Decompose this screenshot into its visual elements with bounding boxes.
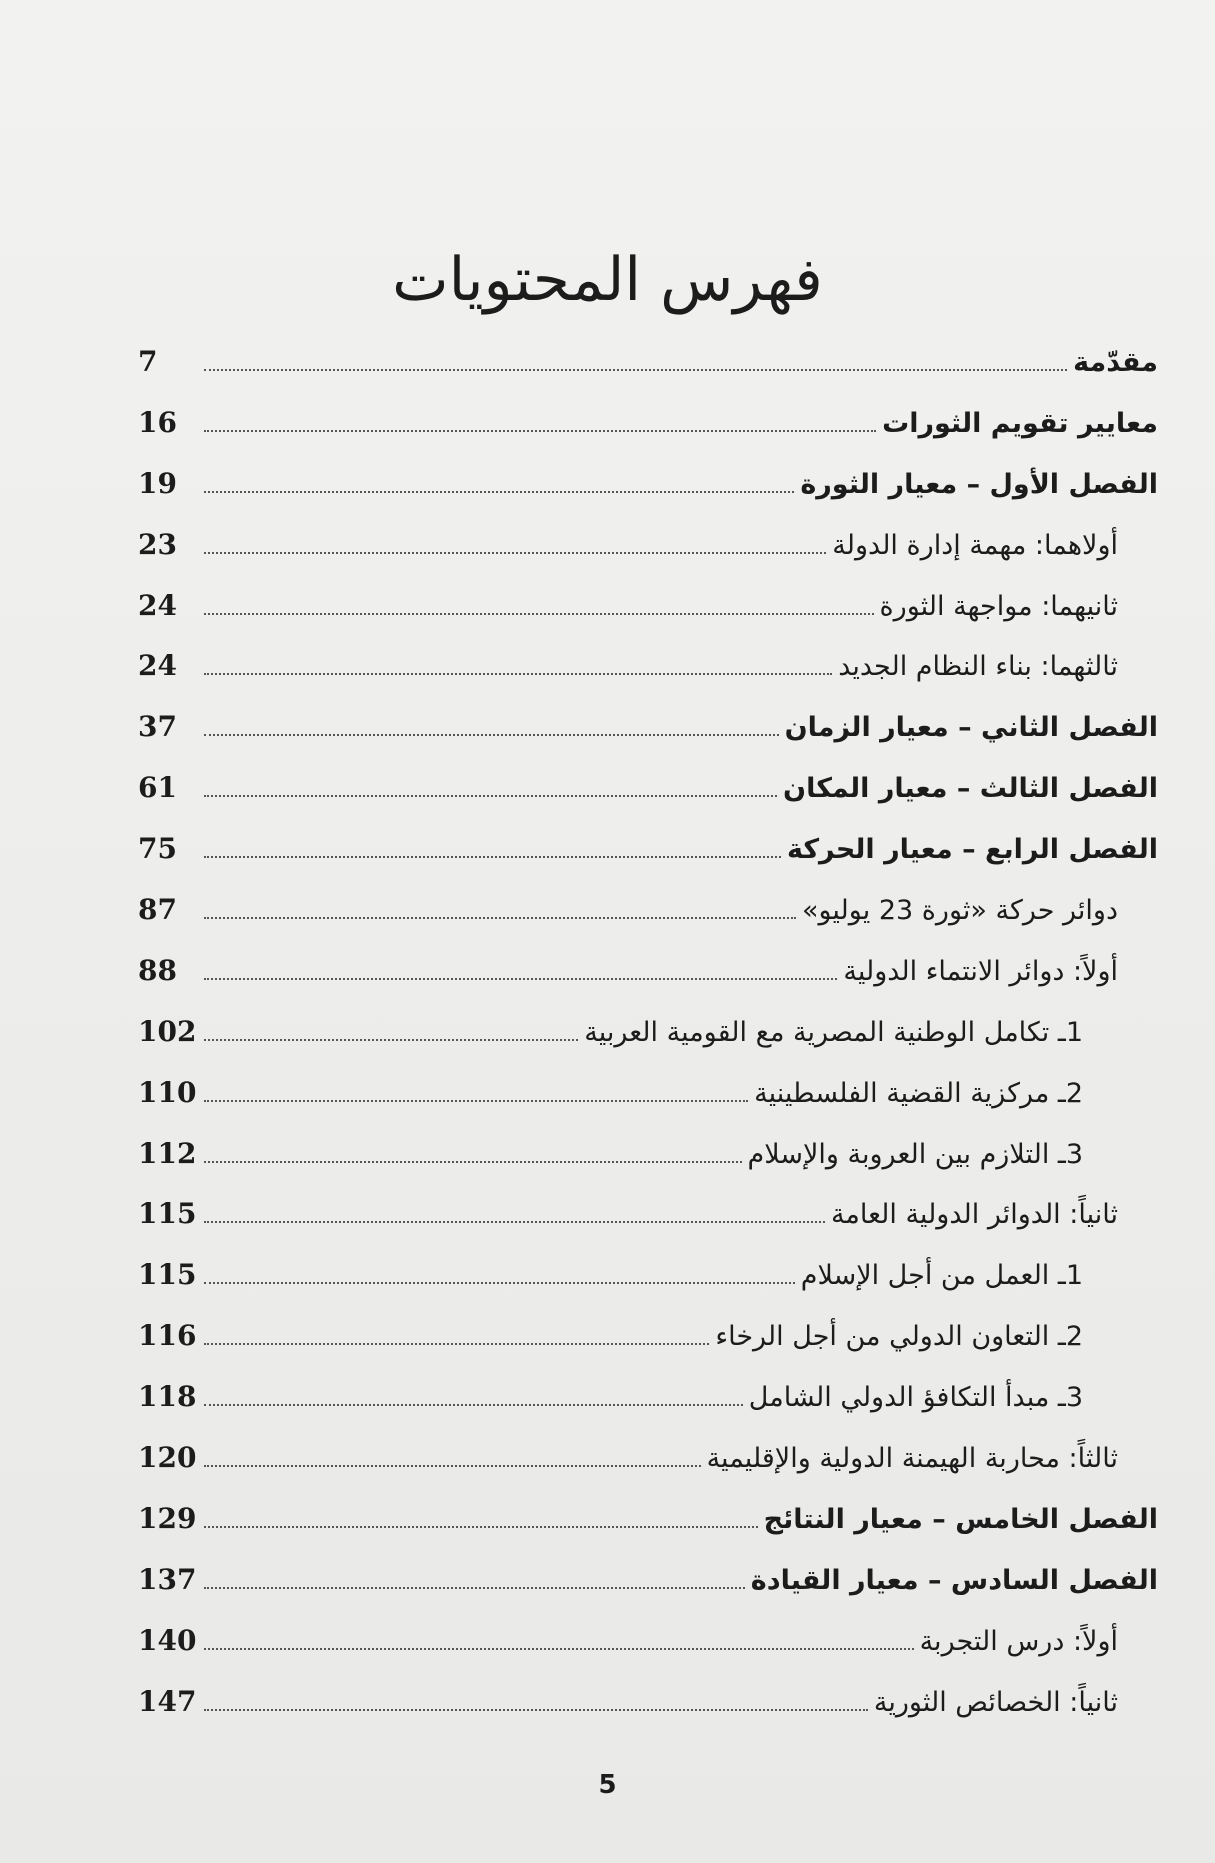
table-of-contents xyxy=(138,345,1158,1745)
toc-entry-title: الفصل الرابع – معيار الحركة xyxy=(786,834,1158,866)
toc-entry xyxy=(138,1441,1158,1502)
toc-entry-title: ثانيهما: مواجهة الثورة xyxy=(879,590,1118,622)
toc-entry-title: 1ـ تكامل الوطنية المصرية مع القومية العربية xyxy=(584,1016,1083,1048)
toc-entry-title: 1ـ العمل من أجل الإسلام xyxy=(800,1260,1083,1292)
toc-entry-page: 118 xyxy=(138,1380,197,1414)
toc-entry-page: 129 xyxy=(138,1501,197,1535)
dot-leader xyxy=(204,795,777,797)
toc-entry-title: ثانياً: الخصائص الثورية xyxy=(873,1686,1118,1718)
dot-leader xyxy=(204,1282,795,1284)
toc-entry xyxy=(138,710,1158,771)
toc-entry-title: ثانياً: الدوائر الدولية العامة xyxy=(830,1199,1118,1231)
toc-entry-title: الفصل الثاني – معيار الزمان xyxy=(784,712,1158,744)
toc-entry-page: 102 xyxy=(138,1014,197,1048)
toc-entry xyxy=(138,1380,1158,1441)
dot-leader xyxy=(204,978,837,980)
toc-entry-page: 24 xyxy=(138,588,177,622)
dot-leader xyxy=(204,369,1067,371)
toc-entry xyxy=(138,1076,1158,1137)
dot-leader xyxy=(204,917,796,919)
toc-entry-title: الفصل الثالث – معيار المكان xyxy=(783,773,1158,805)
dot-leader xyxy=(204,673,832,675)
dot-leader xyxy=(204,1648,914,1650)
toc-entry-page: 24 xyxy=(138,649,177,683)
toc-entry xyxy=(138,1502,1158,1563)
toc-entry-page: 19 xyxy=(138,466,177,500)
toc-entry-title: ثالثاً: محاربة الهيمنة الدولية والإقليمية xyxy=(706,1443,1118,1475)
dot-leader xyxy=(204,1465,701,1467)
toc-entry-page: 120 xyxy=(138,1441,197,1475)
toc-entry-title: أولاً: دوائر الانتماء الدولية xyxy=(843,955,1118,987)
toc-entry xyxy=(138,528,1158,589)
toc-entry xyxy=(138,406,1158,467)
toc-entry xyxy=(138,1197,1158,1258)
toc-entry-title: 3ـ التلازم بين العروبة والإسلام xyxy=(747,1138,1083,1170)
toc-entry xyxy=(138,1258,1158,1319)
toc-entry-title: 3ـ مبدأ التكافؤ الدولي الشامل xyxy=(748,1382,1083,1414)
toc-entry-title: الفصل السادس – معيار القيادة xyxy=(750,1564,1158,1596)
toc-entry-page: 115 xyxy=(138,1258,197,1292)
dot-leader xyxy=(204,1343,709,1345)
dot-leader xyxy=(204,1161,742,1163)
toc-entry-title: 2ـ التعاون الدولي من أجل الرخاء xyxy=(715,1321,1083,1353)
dot-leader xyxy=(204,552,826,554)
dot-leader xyxy=(204,430,876,432)
toc-entry-page: 87 xyxy=(138,893,177,927)
toc-entry-title: أولاً: درس التجربة xyxy=(919,1625,1118,1657)
dot-leader xyxy=(204,1709,868,1711)
dot-leader xyxy=(204,1039,578,1041)
toc-entry-page: 147 xyxy=(138,1684,197,1718)
toc-entry-page: 115 xyxy=(138,1197,197,1231)
toc-entry xyxy=(138,771,1158,832)
toc-entry xyxy=(138,893,1158,954)
toc-entry-title: مقدّمة xyxy=(1073,347,1158,378)
dot-leader xyxy=(204,1221,825,1223)
toc-entry xyxy=(138,345,1158,406)
toc-entry-title: معايير تقويم الثورات xyxy=(882,407,1158,439)
toc-entry-page: 23 xyxy=(138,527,177,561)
toc-entry-page: 88 xyxy=(138,953,177,987)
toc-entry-page: 112 xyxy=(138,1136,197,1170)
toc-entry-page: 37 xyxy=(138,710,177,744)
dot-leader xyxy=(204,1404,743,1406)
toc-entry-page: 140 xyxy=(138,1623,197,1657)
toc-entry-page: 61 xyxy=(138,771,177,805)
dot-leader xyxy=(204,1100,748,1102)
dot-leader xyxy=(204,856,781,858)
dot-leader xyxy=(204,734,779,736)
toc-entry xyxy=(138,1685,1158,1746)
toc-entry xyxy=(138,1624,1158,1685)
toc-entry xyxy=(138,954,1158,1015)
toc-entry-title: ثالثهما: بناء النظام الجديد xyxy=(838,651,1118,683)
toc-entry-title: دوائر حركة «ثورة 23 يوليو» xyxy=(801,895,1118,927)
toc-entry-page: 7 xyxy=(138,345,158,378)
toc-entry xyxy=(138,832,1158,893)
toc-entry xyxy=(138,589,1158,650)
toc-entry xyxy=(138,1015,1158,1076)
page-number: 5 xyxy=(598,1770,617,1800)
toc-entry-title: أولاهما: مهمة إدارة الدولة xyxy=(832,529,1118,561)
toc-entry-title: الفصل الأول – معيار الثورة xyxy=(800,468,1158,500)
toc-entry-page: 16 xyxy=(138,405,177,439)
toc-entry-page: 110 xyxy=(138,1075,197,1109)
toc-entry-page: 75 xyxy=(138,832,177,866)
toc-entry xyxy=(138,1137,1158,1198)
toc-entry xyxy=(138,649,1158,710)
dot-leader xyxy=(204,491,794,493)
toc-entry-page: 116 xyxy=(138,1319,197,1353)
toc-entry-title: الفصل الخامس – معيار النتائج xyxy=(763,1503,1158,1535)
toc-entry xyxy=(138,467,1158,528)
dot-leader xyxy=(204,613,874,615)
page-title: فهرس المحتويات xyxy=(392,245,823,316)
toc-entry xyxy=(138,1563,1158,1624)
toc-entry-title: 2ـ مركزية القضية الفلسطينية xyxy=(754,1077,1083,1109)
dot-leader xyxy=(204,1526,758,1528)
dot-leader xyxy=(204,1587,745,1589)
toc-entry xyxy=(138,1319,1158,1380)
toc-entry-page: 137 xyxy=(138,1562,197,1596)
